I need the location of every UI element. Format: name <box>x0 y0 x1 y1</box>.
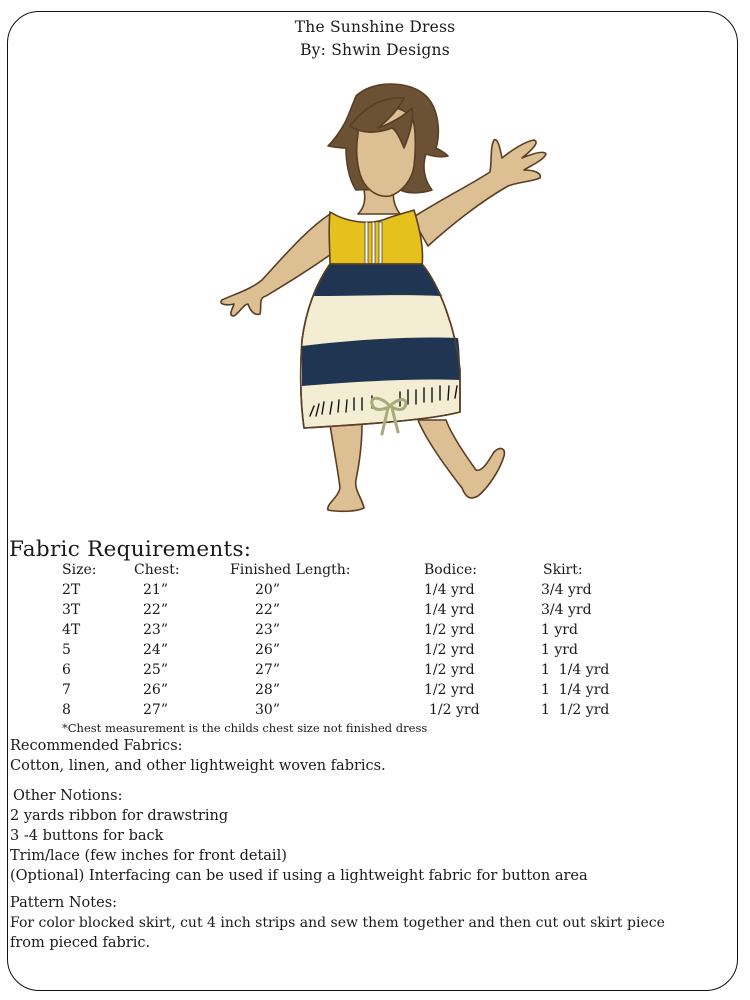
notion-item: 3 -4 buttons for back <box>10 828 164 844</box>
dress-illustration <box>205 78 550 518</box>
cell-bodice: 1/4 yrd <box>424 602 475 618</box>
cell-length: 23” <box>255 622 280 638</box>
cell-size: 6 <box>62 662 71 678</box>
column-header-size: Size: <box>62 562 97 578</box>
cell-bodice: 1/2 yrd <box>424 642 475 658</box>
notion-item: (Optional) Interfacing can be used if using a lightweight fabric for button area <box>10 868 588 884</box>
cell-skirt: 1 1/4 yrd <box>541 662 610 678</box>
column-header-finished-length: Finished Length: <box>230 562 351 578</box>
cell-skirt: 1 1/2 yrd <box>541 702 610 718</box>
cell-skirt: 1 yrd <box>541 622 578 638</box>
fabric-requirements-heading: Fabric Requirements: <box>9 537 252 562</box>
chest-footnote: *Chest measurement is the childs chest size not finished dress <box>62 721 428 735</box>
cell-size: 3T <box>62 602 81 618</box>
skirt-stripe-navy-2 <box>302 337 460 386</box>
cell-length: 28” <box>255 682 280 698</box>
cell-length: 20” <box>255 582 280 598</box>
cell-chest: 23” <box>143 622 168 638</box>
cell-size: 5 <box>62 642 71 658</box>
dress-bodice <box>329 210 422 266</box>
cell-skirt: 1 1/4 yrd <box>541 682 610 698</box>
cell-skirt: 1 yrd <box>541 642 578 658</box>
pattern-notes-line: For color blocked skirt, cut 4 inch strips and sew them together and then cut out skirt piece <box>10 915 665 931</box>
cell-chest: 26” <box>143 682 168 698</box>
other-notions-heading: Other Notions: <box>13 788 123 804</box>
cell-skirt: 3/4 yrd <box>541 602 592 618</box>
pattern-notes-heading: Pattern Notes: <box>10 895 118 911</box>
cell-chest: 25” <box>143 662 168 678</box>
column-header-chest: Chest: <box>134 562 180 578</box>
cell-bodice: 1/4 yrd <box>424 582 475 598</box>
cell-chest: 24” <box>143 642 168 658</box>
cell-size: 4T <box>62 622 81 638</box>
cell-length: 30” <box>255 702 280 718</box>
recommended-fabrics-text: Cotton, linen, and other lightweight woven fabrics. <box>10 758 386 774</box>
notion-item: Trim/lace (few inches for front detail) <box>10 848 287 864</box>
cell-chest: 27” <box>143 702 168 718</box>
cell-length: 22” <box>255 602 280 618</box>
right-leg <box>418 420 504 498</box>
skirt-stripe-navy-1 <box>314 264 442 296</box>
pattern-title: The Sunshine Dress <box>294 18 456 36</box>
cell-skirt: 3/4 yrd <box>541 582 592 598</box>
cell-length: 27” <box>255 662 280 678</box>
notion-item: 2 yards ribbon for drawstring <box>10 808 229 824</box>
cell-length: 26” <box>255 642 280 658</box>
cell-chest: 22” <box>143 602 168 618</box>
cell-bodice: 1/2 yrd <box>429 702 480 718</box>
cell-size: 7 <box>62 682 71 698</box>
cell-bodice: 1/2 yrd <box>424 662 475 678</box>
cell-bodice: 1/2 yrd <box>424 622 475 638</box>
cell-bodice: 1/2 yrd <box>424 682 475 698</box>
cell-size: 2T <box>62 582 81 598</box>
cell-chest: 21” <box>143 582 168 598</box>
left-leg <box>328 424 364 511</box>
column-header-skirt: Skirt: <box>543 562 583 578</box>
recommended-fabrics-heading: Recommended Fabrics: <box>10 738 183 754</box>
pattern-designer: By: Shwin Designs <box>300 41 450 59</box>
cell-size: 8 <box>62 702 71 718</box>
pattern-notes-line: from pieced fabric. <box>10 935 151 951</box>
column-header-bodice: Bodice: <box>424 562 477 578</box>
